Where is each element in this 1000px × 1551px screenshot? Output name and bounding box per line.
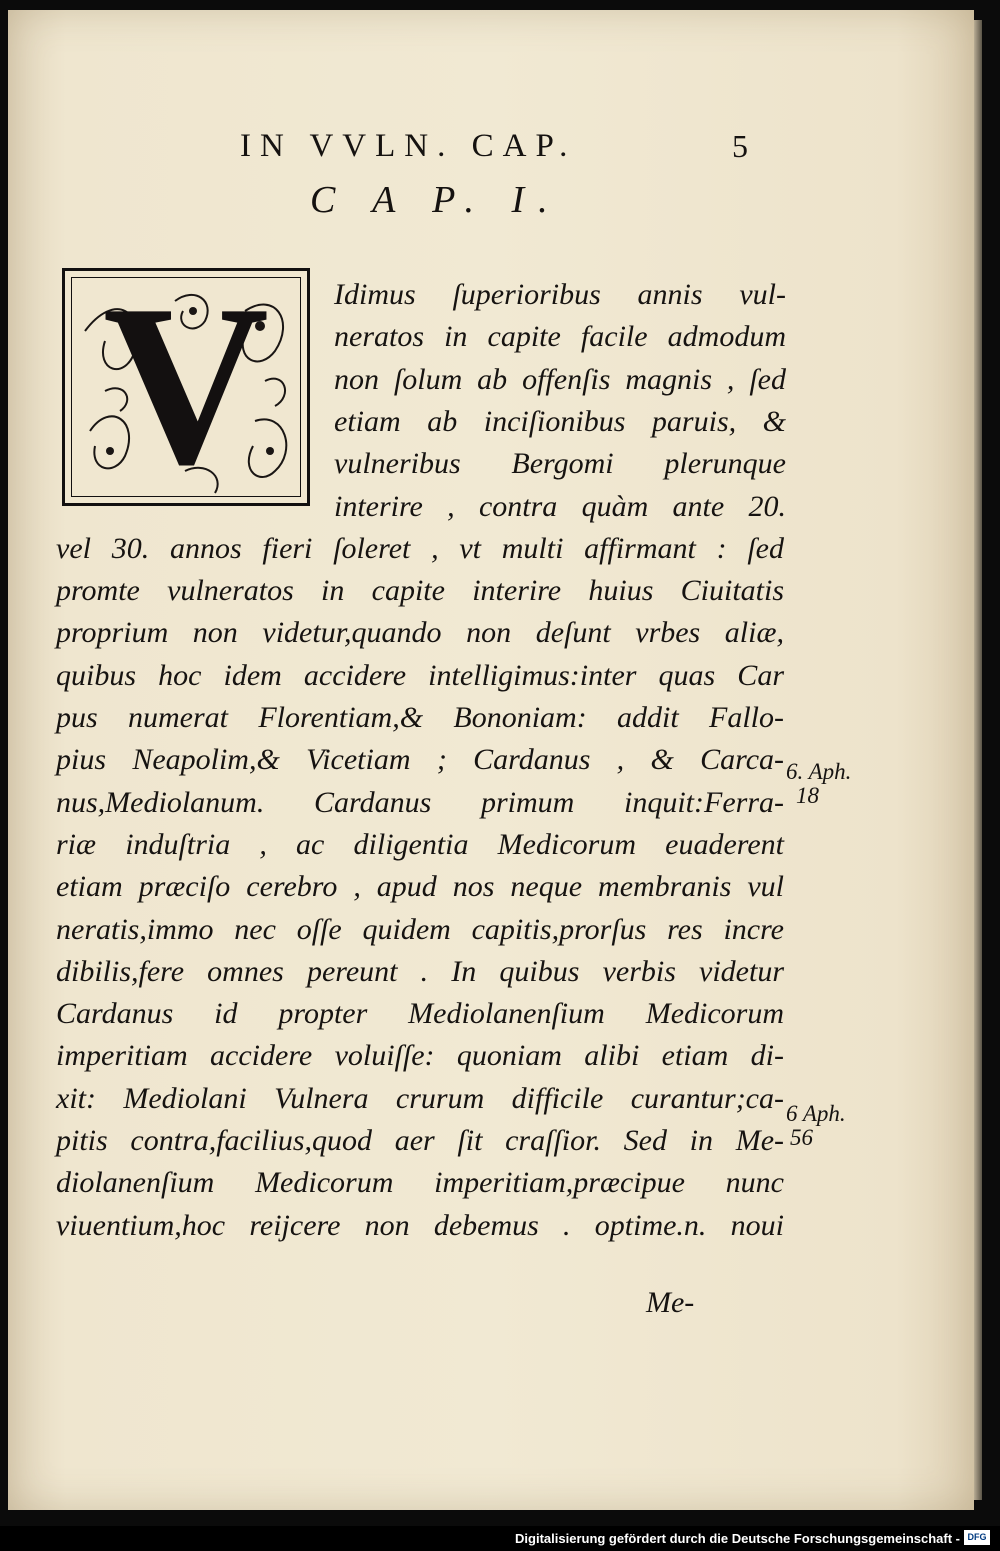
text-line: promte vulneratos in capite interire huius Ciuitatis bbox=[56, 574, 784, 608]
text-line: vel 30. annos fieri ſoleret , vt multi affirmant : ſed bbox=[56, 531, 784, 565]
footer-bar bbox=[0, 1526, 1000, 1551]
text-line: dibilis,fere omnes pereunt . In quibus verbis videtur bbox=[56, 954, 784, 988]
text-line: etiam præciſo cerebro , apud nos neque membranis vul bbox=[56, 870, 784, 904]
text-line: proprium non videtur,quando non deſunt vrbes aliæ, bbox=[56, 616, 784, 650]
margin-note-ref: 6 Aph. bbox=[786, 1101, 846, 1126]
text-line: riæ induſtria , ac diligentia Medicorum euaderent bbox=[56, 827, 784, 861]
decorated-initial-V-icon bbox=[62, 257, 310, 512]
text-line: diolanenſium Medicorum imperitiam,præcipue nunc bbox=[56, 1166, 784, 1200]
margin-note-ref: 6. Aph. bbox=[786, 759, 852, 784]
text-line: quibus hoc idem accidere intelligimus:inter quas Car bbox=[56, 658, 784, 692]
running-head bbox=[0, 128, 1000, 168]
margin-note-num: 56 bbox=[790, 1125, 813, 1150]
text-line: pitis contra,facilius,quod aer ſit craſſior. Sed in Me- bbox=[56, 1124, 784, 1157]
margin-note bbox=[786, 1102, 846, 1150]
text-line: vulneribus Bergomi plerunque bbox=[334, 447, 786, 481]
initial-letter: V bbox=[102, 257, 270, 512]
margin-note-num: 18 bbox=[796, 783, 819, 808]
text-line: xit: Mediolani Vulnera crurum difficile curantur;ca- bbox=[56, 1081, 784, 1115]
text-line: nus,Mediolanum. Cardanus primum inquit:Ferra- bbox=[56, 785, 784, 819]
text-line: pius Neapolim,& Vicetiam ; Cardanus , & Carca- bbox=[56, 743, 784, 777]
funding-note: Digitalisierung gefördert durch die Deutsche Forschungsgemeinschaft - bbox=[515, 1531, 960, 1546]
catchword: Me- bbox=[646, 1286, 695, 1319]
text-line: etiam ab inciſionibus paruis, & bbox=[334, 404, 786, 438]
text-line: neratos in capite facile admodum bbox=[334, 320, 786, 354]
text-line: viuentium,hoc reijcere non debemus . optime.n. noui bbox=[56, 1208, 784, 1242]
text-line: imperitiam accidere voluiſſe: quoniam alibi etiam di- bbox=[56, 1039, 784, 1073]
running-head-title: IN VVLN. CAP. bbox=[240, 128, 577, 164]
text-line: non ſolum ab offenſis magnis , ſed bbox=[334, 362, 786, 396]
page-number: 5 bbox=[732, 128, 748, 164]
text-line: Idimus ſuperioribus annis vul- bbox=[334, 278, 786, 311]
dfg-logo-icon: DFG bbox=[964, 1530, 990, 1545]
margin-note bbox=[786, 760, 851, 808]
page-edge bbox=[974, 20, 982, 1500]
text-line: pus numerat Florentiam,& Bononiam: addit Fallo- bbox=[56, 701, 784, 734]
text-line: interire , contra quàm ante 20. bbox=[334, 489, 786, 523]
text-line: Cardanus id propter Mediolanenſium Medicorum bbox=[56, 997, 784, 1031]
text-line: neratis,immo nec oſſe quidem capitis,prorſus res incre bbox=[56, 912, 784, 946]
chapter-title: C A P. I. bbox=[310, 179, 562, 221]
